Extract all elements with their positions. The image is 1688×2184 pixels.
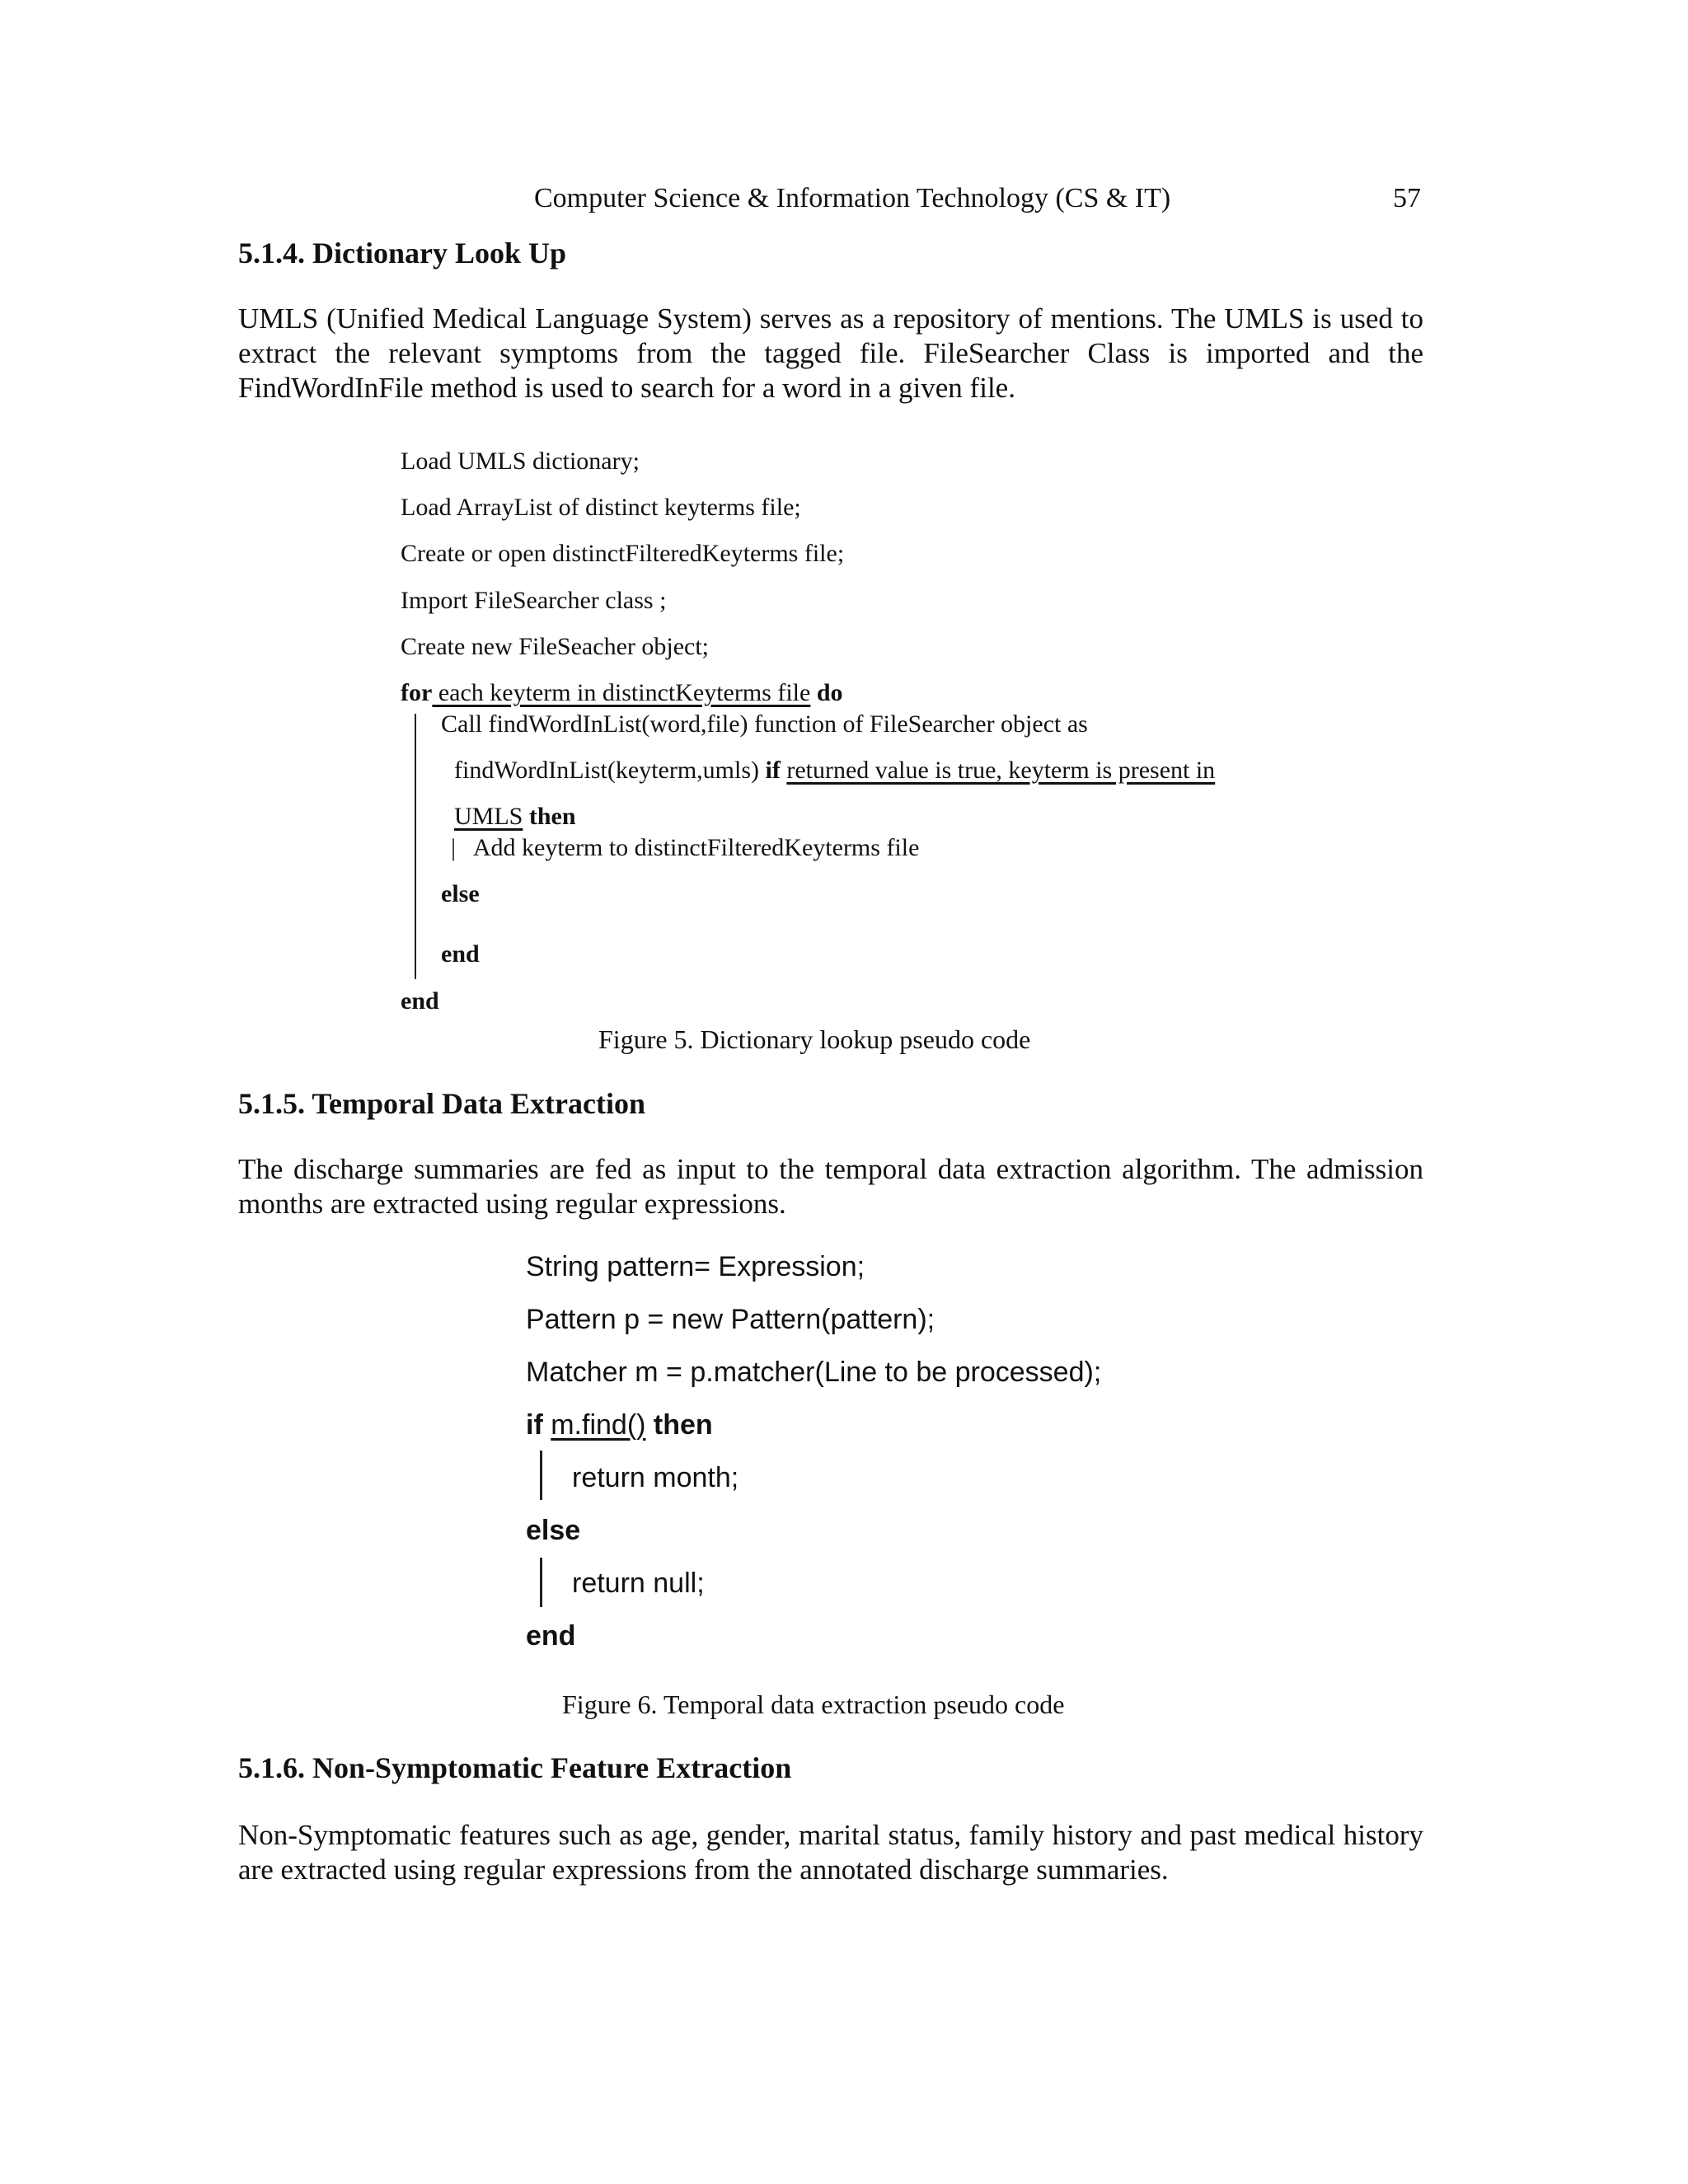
code-line-add (451, 834, 919, 862)
section-heading-non-symptomatic: 5.1.6. Non-Symptomatic Feature Extraction (238, 1751, 792, 1784)
code-line: Load UMLS dictionary; (401, 448, 640, 475)
code-line: Load ArrayList of distinct keyterms file; (401, 494, 801, 521)
keyword-for: for (401, 679, 433, 706)
block-bar-else (540, 1558, 542, 1607)
umls-condition: UMLS (454, 803, 523, 830)
code-line: Pattern p = new Pattern(pattern); (526, 1304, 935, 1335)
keyword-do: do (816, 679, 843, 706)
for-condition: each keyterm in distinctKeyterms file (432, 679, 811, 706)
paragraph-temporal-extraction: The discharge summaries are fed as input to the temporal data extraction algorithm. The admission months are extracted using regular expressions. (238, 1153, 1423, 1220)
keyword-else: else (526, 1515, 581, 1546)
page-number: 57 (1393, 183, 1421, 213)
code-line-return-null: return null; (572, 1568, 705, 1599)
code-line-then (454, 803, 576, 831)
code-line-for (401, 679, 843, 707)
figure-5-caption: Figure 5. Dictionary lookup pseudo code (598, 1024, 1031, 1054)
keyword-end: end (526, 1620, 576, 1652)
keyword-else: else (441, 880, 480, 907)
paragraph-non-symptomatic: Non-Symptomatic features such as age, gender, marital status, family history and past medical history are extracted using regular expressions from the annotated discharge summaries. (238, 1819, 1423, 1886)
block-bar-then (540, 1451, 542, 1500)
keyword-then: then (528, 803, 576, 830)
if-condition: returned value is true, keyterm is present in (786, 757, 1216, 784)
paragraph-dictionary-lookup: UMLS (Unified Medical Language System) serves as a repository of mentions. The UMLS is used to extract the relevant symptoms from the tagged file. FileSearcher Class is imported and the FindWordInFile method is used to search for a word in a given file. (238, 302, 1423, 404)
keyword-then: then (653, 1409, 713, 1441)
section-heading-dictionary-lookup: 5.1.4. Dictionary Look Up (238, 237, 567, 269)
code-line: Create or open distinctFilteredKeyterms file; (401, 540, 845, 567)
block-bar-for (415, 714, 416, 979)
add-bar: | (451, 834, 457, 861)
code-line: Matcher m = p.matcher(Line to be processed); (526, 1357, 1102, 1388)
running-header (0, 183, 1688, 224)
section-heading-temporal-extraction: 5.1.5. Temporal Data Extraction (238, 1087, 645, 1120)
code-line: Import FileSearcher class ; (401, 587, 667, 614)
add-text: Add keyterm to distinctFilteredKeyterms file (472, 834, 920, 861)
keyword-if: if (765, 757, 781, 784)
figure-6-caption: Figure 6. Temporal data extraction pseudo code (562, 1690, 1065, 1719)
code-line-return-month: return month; (572, 1462, 739, 1493)
code-line-if (526, 1409, 713, 1441)
code-line: String pattern= Expression; (526, 1251, 865, 1282)
if-condition: m.find() (551, 1409, 646, 1441)
keyword-end-inner: end (441, 940, 480, 968)
code-line: Create new FileSeacher object; (401, 633, 710, 660)
journal-title: Computer Science & Information Technology (CS & IT) (534, 183, 1171, 213)
keyword-if: if (526, 1409, 543, 1441)
keyword-end-outer: end (401, 987, 439, 1015)
find-call: findWordInList(keyterm,umls) (454, 757, 766, 784)
code-line-call: Call findWordInList(word,file) function of FileSearcher object as (441, 710, 1088, 738)
code-line-if (454, 757, 1215, 785)
